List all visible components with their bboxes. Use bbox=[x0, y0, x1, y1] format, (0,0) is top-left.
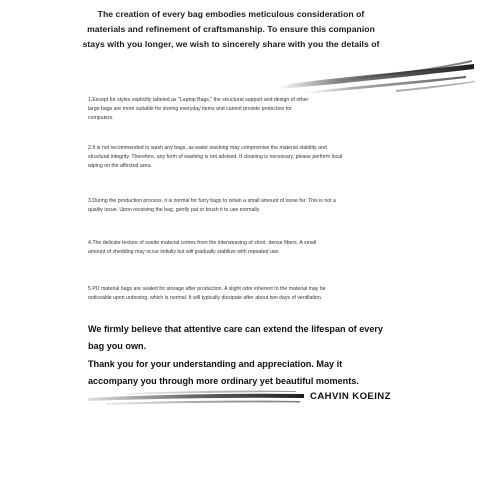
note-line: computers. bbox=[88, 115, 114, 121]
intro-line: stays with you longer, we wish to sincerely share with you the details of bbox=[82, 39, 380, 49]
intro-heading bbox=[60, 7, 402, 52]
note-line: noticeable upon unboxing, which is normal. It will typically dissipate after about two days of ventilation. bbox=[88, 295, 323, 301]
note-line: 2.It is not recommended to wash any bags, as water washing may compromise the material stability and bbox=[88, 145, 327, 151]
note-line: large bags are more suitable for storing everyday items and cannot provide protection for bbox=[88, 106, 292, 112]
note-line: structural integrity. Therefore, any form of washing is not advised. If cleaning is necessary, please perform local bbox=[88, 154, 343, 160]
closing-message bbox=[88, 321, 398, 391]
note-line: 3.During the production process, it is normal for furry bags to retain a small amount of loose fur. This is not a bbox=[88, 198, 336, 204]
brush-stroke-decoration bbox=[276, 56, 476, 98]
closing-line: accompany you through more ordinary yet beautiful moments. bbox=[88, 376, 359, 387]
note-line: 4.The delicate texture of suede material comes from the interweaving of short, dense fibers. A small bbox=[88, 240, 317, 246]
care-note-1 bbox=[88, 96, 393, 123]
note-line: 5.PU material bags are sealed for storage after production. A slight odor inherent to the material may be bbox=[88, 286, 326, 292]
care-note-3 bbox=[88, 197, 393, 215]
intro-line: The creation of every bag embodies meticulous consideration of bbox=[97, 9, 365, 19]
closing-line: We firmly believe that attentive care can extend the lifespan of every bbox=[88, 324, 383, 334]
intro-line: materials and refinement of craftsmanship. To ensure this companion bbox=[87, 24, 375, 34]
note-line: 1.Except for styles explicitly labeled as "Laptop Bags," the structural support and design of other bbox=[88, 97, 309, 103]
note-line: quality issue. Upon receiving the bag, gently pat or brush it to use normally. bbox=[88, 207, 261, 213]
care-note-4 bbox=[88, 239, 393, 257]
closing-line: Thank you for your understanding and appreciation. May it bbox=[88, 358, 343, 369]
brand-signature: CAHVIN KOEINZ bbox=[310, 391, 391, 402]
care-note-5 bbox=[88, 285, 393, 303]
care-note-2 bbox=[88, 144, 393, 171]
closing-line: bag you own. bbox=[88, 341, 147, 352]
note-line: amount of shedding may occur initially but will gradually stabilize with repeated use. bbox=[88, 249, 280, 255]
note-line: wiping on the affected area. bbox=[88, 163, 152, 169]
